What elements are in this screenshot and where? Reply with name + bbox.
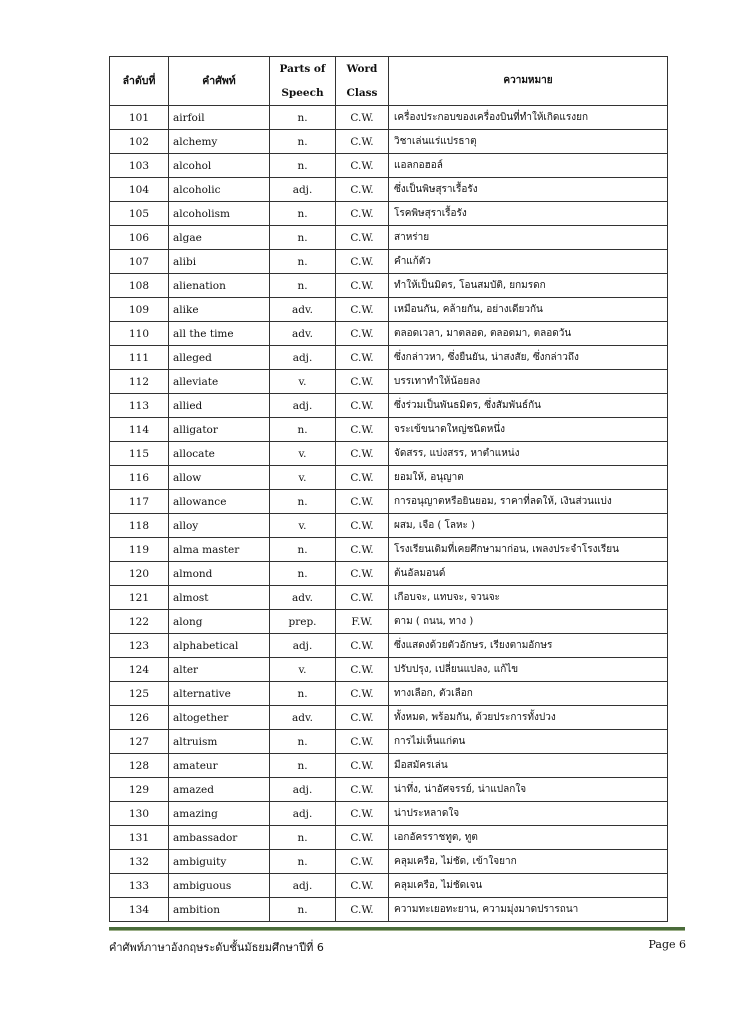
header-number: ลำดับที่ <box>110 57 169 106</box>
row-word: alcohol <box>169 154 270 178</box>
table-row <box>110 826 668 850</box>
row-word: amazing <box>169 802 270 826</box>
row-meaning: ซึ่งแสดงด้วยตัวอักษร, เรียงตามอักษร <box>389 634 668 658</box>
row-number: 110 <box>110 322 169 346</box>
table-row <box>110 538 668 562</box>
row-part-of-speech: adj. <box>270 178 336 202</box>
row-word-class: C.W. <box>336 778 389 802</box>
row-number: 104 <box>110 178 169 202</box>
row-word-class: F.W. <box>336 610 389 634</box>
row-word-class: C.W. <box>336 490 389 514</box>
row-word: alibi <box>169 250 270 274</box>
row-part-of-speech: n. <box>270 826 336 850</box>
row-number: 118 <box>110 514 169 538</box>
row-word-class: C.W. <box>336 706 389 730</box>
row-word: amateur <box>169 754 270 778</box>
row-number: 105 <box>110 202 169 226</box>
row-number: 120 <box>110 562 169 586</box>
row-meaning: คลุมเครือ, ไม่ชัด, เข้าใจยาก <box>389 850 668 874</box>
row-number: 115 <box>110 442 169 466</box>
table-row <box>110 562 668 586</box>
row-part-of-speech: adv. <box>270 322 336 346</box>
row-word: altruism <box>169 730 270 754</box>
table-row <box>110 874 668 898</box>
row-word-class: C.W. <box>336 586 389 610</box>
table-header-row <box>110 57 668 106</box>
row-word: alphabetical <box>169 634 270 658</box>
table-row <box>110 850 668 874</box>
row-number: 122 <box>110 610 169 634</box>
row-part-of-speech: n. <box>270 106 336 130</box>
row-part-of-speech: n. <box>270 418 336 442</box>
row-number: 107 <box>110 250 169 274</box>
row-word-class: C.W. <box>336 658 389 682</box>
row-part-of-speech: adj. <box>270 394 336 418</box>
row-number: 111 <box>110 346 169 370</box>
row-word: alternative <box>169 682 270 706</box>
table-row <box>110 730 668 754</box>
row-word-class: C.W. <box>336 346 389 370</box>
row-part-of-speech: n. <box>270 250 336 274</box>
row-number: 112 <box>110 370 169 394</box>
row-meaning: มือสมัครเล่น <box>389 754 668 778</box>
row-word: allowance <box>169 490 270 514</box>
table-row <box>110 610 668 634</box>
row-word: alleviate <box>169 370 270 394</box>
row-number: 134 <box>110 898 169 922</box>
row-number: 113 <box>110 394 169 418</box>
table-row <box>110 130 668 154</box>
row-word-class: C.W. <box>336 370 389 394</box>
row-number: 133 <box>110 874 169 898</box>
row-meaning: น่าทึ่ง, น่าอัศจรรย์, น่าแปลกใจ <box>389 778 668 802</box>
row-number: 128 <box>110 754 169 778</box>
row-word: ambassador <box>169 826 270 850</box>
row-number: 108 <box>110 274 169 298</box>
row-meaning: เหมือนกัน, คล้ายกัน, อย่างเดียวกัน <box>389 298 668 322</box>
row-number: 127 <box>110 730 169 754</box>
row-part-of-speech: n. <box>270 538 336 562</box>
row-part-of-speech: v. <box>270 658 336 682</box>
row-number: 114 <box>110 418 169 442</box>
row-number: 101 <box>110 106 169 130</box>
row-number: 116 <box>110 466 169 490</box>
row-meaning: ซึ่งร่วมเป็นพันธมิตร, ซึ่งสัมพันธ์กัน <box>389 394 668 418</box>
row-number: 103 <box>110 154 169 178</box>
row-meaning: ซึ่งเป็นพิษสุราเรื้อรัง <box>389 178 668 202</box>
table-row <box>110 514 668 538</box>
row-meaning: โรงเรียนเดิมที่เคยศึกษามาก่อน, เพลงประจำโรงเรียน <box>389 538 668 562</box>
row-word-class: C.W. <box>336 322 389 346</box>
row-meaning: บรรเทาทำให้น้อยลง <box>389 370 668 394</box>
row-word-class: C.W. <box>336 898 389 922</box>
row-word: alma master <box>169 538 270 562</box>
row-part-of-speech: n. <box>270 490 336 514</box>
table-row <box>110 586 668 610</box>
row-part-of-speech: n. <box>270 850 336 874</box>
row-meaning: โรคพิษสุราเรื้อรัง <box>389 202 668 226</box>
row-word-class: C.W. <box>336 730 389 754</box>
row-number: 125 <box>110 682 169 706</box>
table-row <box>110 178 668 202</box>
header-word: คำศัพท์ <box>169 57 270 106</box>
vocabulary-table <box>109 56 668 922</box>
table-row <box>110 394 668 418</box>
row-part-of-speech: n. <box>270 754 336 778</box>
table-row <box>110 490 668 514</box>
table-row <box>110 658 668 682</box>
row-word: almost <box>169 586 270 610</box>
page-number: Page 6 <box>648 938 686 951</box>
table-row <box>110 802 668 826</box>
row-part-of-speech: v. <box>270 370 336 394</box>
table-row <box>110 682 668 706</box>
row-meaning: เครื่องประกอบของเครื่องบินที่ทำให้เกิดแรงยก <box>389 106 668 130</box>
footer-title: คำศัพท์ภาษาอังกฤษระดับชั้นมัธยมศึกษาปีที่ 6 <box>109 941 324 954</box>
row-number: 126 <box>110 706 169 730</box>
row-word: allocate <box>169 442 270 466</box>
row-meaning: ตลอดเวลา, มาตลอด, ตลอดมา, ตลอดวัน <box>389 322 668 346</box>
row-number: 106 <box>110 226 169 250</box>
row-meaning: เกือบจะ, แทบจะ, จวนจะ <box>389 586 668 610</box>
row-part-of-speech: adj. <box>270 802 336 826</box>
row-word: ambiguous <box>169 874 270 898</box>
row-word-class: C.W. <box>336 154 389 178</box>
table-row <box>110 298 668 322</box>
row-word-class: C.W. <box>336 562 389 586</box>
row-number: 130 <box>110 802 169 826</box>
row-part-of-speech: n. <box>270 130 336 154</box>
row-part-of-speech: adj. <box>270 874 336 898</box>
row-part-of-speech: n. <box>270 274 336 298</box>
row-word: ambition <box>169 898 270 922</box>
row-word-class: C.W. <box>336 130 389 154</box>
row-part-of-speech: v. <box>270 442 336 466</box>
header-meaning: ความหมาย <box>389 57 668 106</box>
row-number: 132 <box>110 850 169 874</box>
table-row <box>110 226 668 250</box>
row-meaning: ตาม ( ถนน, ทาง ) <box>389 610 668 634</box>
row-number: 109 <box>110 298 169 322</box>
row-word-class: C.W. <box>336 178 389 202</box>
row-word: alcoholism <box>169 202 270 226</box>
row-part-of-speech: adv. <box>270 706 336 730</box>
table-row <box>110 442 668 466</box>
row-number: 119 <box>110 538 169 562</box>
row-word: altogether <box>169 706 270 730</box>
row-word-class: C.W. <box>336 250 389 274</box>
row-meaning: ทั้งหมด, พร้อมกัน, ด้วยประการทั้งปวง <box>389 706 668 730</box>
row-meaning: แอลกอฮอล์ <box>389 154 668 178</box>
row-word: amazed <box>169 778 270 802</box>
row-word: algae <box>169 226 270 250</box>
table-row <box>110 322 668 346</box>
row-part-of-speech: n. <box>270 562 336 586</box>
row-meaning: ซึ่งกล่าวหา, ซึ่งยืนยัน, น่าสงสัย, ซึ่งกล่าวถึง <box>389 346 668 370</box>
row-word: alloy <box>169 514 270 538</box>
row-meaning: ทำให้เป็นมิตร, โอนสมบัติ, ยกมรดก <box>389 274 668 298</box>
row-word: along <box>169 610 270 634</box>
table-row <box>110 202 668 226</box>
row-meaning: ต้นอัลมอนด์ <box>389 562 668 586</box>
row-number: 129 <box>110 778 169 802</box>
table-row <box>110 106 668 130</box>
row-meaning: คำแก้ตัว <box>389 250 668 274</box>
row-word: ambiguity <box>169 850 270 874</box>
table-row <box>110 346 668 370</box>
row-meaning: ทางเลือก, ตัวเลือก <box>389 682 668 706</box>
row-meaning: การไม่เห็นแก่ตน <box>389 730 668 754</box>
row-word-class: C.W. <box>336 202 389 226</box>
row-meaning: สาหร่าย <box>389 226 668 250</box>
row-word-class: C.W. <box>336 442 389 466</box>
row-meaning: น่าประหลาดใจ <box>389 802 668 826</box>
row-word: alchemy <box>169 130 270 154</box>
row-word: alcoholic <box>169 178 270 202</box>
row-meaning: การอนุญาตหรือยินยอม, ราคาที่ลดให้, เงินส่วนแบ่ง <box>389 490 668 514</box>
table-row <box>110 778 668 802</box>
table-row <box>110 898 668 922</box>
row-word-class: C.W. <box>336 634 389 658</box>
row-word: almond <box>169 562 270 586</box>
row-word-class: C.W. <box>336 274 389 298</box>
row-word-class: C.W. <box>336 826 389 850</box>
row-word-class: C.W. <box>336 298 389 322</box>
row-part-of-speech: adj. <box>270 778 336 802</box>
row-word: alter <box>169 658 270 682</box>
table-row <box>110 418 668 442</box>
header-word-class: Word Class <box>336 57 389 106</box>
footer-divider <box>109 927 685 931</box>
row-word-class: C.W. <box>336 466 389 490</box>
table-row <box>110 634 668 658</box>
row-number: 124 <box>110 658 169 682</box>
row-part-of-speech: adv. <box>270 586 336 610</box>
row-part-of-speech: adj. <box>270 634 336 658</box>
row-word-class: C.W. <box>336 874 389 898</box>
row-word-class: C.W. <box>336 754 389 778</box>
row-word-class: C.W. <box>336 106 389 130</box>
row-part-of-speech: n. <box>270 226 336 250</box>
row-part-of-speech: adj. <box>270 346 336 370</box>
row-word-class: C.W. <box>336 538 389 562</box>
row-word-class: C.W. <box>336 394 389 418</box>
row-part-of-speech: v. <box>270 514 336 538</box>
row-word: all the time <box>169 322 270 346</box>
row-part-of-speech: prep. <box>270 610 336 634</box>
row-part-of-speech: n. <box>270 898 336 922</box>
row-word: allow <box>169 466 270 490</box>
row-meaning: ปรับปรุง, เปลี่ยนแปลง, แก้ไข <box>389 658 668 682</box>
table-row <box>110 466 668 490</box>
row-meaning: ผสม, เจือ ( โลหะ ) <box>389 514 668 538</box>
row-meaning: คลุมเครือ, ไม่ชัดเจน <box>389 874 668 898</box>
row-word: alienation <box>169 274 270 298</box>
table-row <box>110 274 668 298</box>
table-row <box>110 250 668 274</box>
row-number: 131 <box>110 826 169 850</box>
table-row <box>110 754 668 778</box>
row-word: alleged <box>169 346 270 370</box>
row-word: alike <box>169 298 270 322</box>
row-meaning: ความทะเยอทะยาน, ความมุ่งมาดปรารถนา <box>389 898 668 922</box>
row-word-class: C.W. <box>336 418 389 442</box>
row-part-of-speech: adv. <box>270 298 336 322</box>
row-part-of-speech: n. <box>270 202 336 226</box>
row-word: alligator <box>169 418 270 442</box>
row-word-class: C.W. <box>336 682 389 706</box>
table-row <box>110 706 668 730</box>
row-meaning: ยอมให้, อนุญาต <box>389 466 668 490</box>
row-number: 123 <box>110 634 169 658</box>
header-parts-of-speech: Parts of Speech <box>270 57 336 106</box>
row-number: 121 <box>110 586 169 610</box>
row-number: 102 <box>110 130 169 154</box>
row-meaning: จัดสรร, แบ่งสรร, หาตำแหน่ง <box>389 442 668 466</box>
row-word-class: C.W. <box>336 226 389 250</box>
row-meaning: จระเข้ขนาดใหญ่ชนิดหนึ่ง <box>389 418 668 442</box>
row-part-of-speech: v. <box>270 466 336 490</box>
table-row <box>110 154 668 178</box>
row-word-class: C.W. <box>336 850 389 874</box>
row-word-class: C.W. <box>336 802 389 826</box>
row-part-of-speech: n. <box>270 682 336 706</box>
row-word: airfoil <box>169 106 270 130</box>
row-word-class: C.W. <box>336 514 389 538</box>
row-part-of-speech: n. <box>270 154 336 178</box>
table-row <box>110 370 668 394</box>
row-meaning: เอกอัครราชทูต, ทูต <box>389 826 668 850</box>
row-meaning: วิชาเล่นแร่แปรธาตุ <box>389 130 668 154</box>
row-part-of-speech: n. <box>270 730 336 754</box>
row-number: 117 <box>110 490 169 514</box>
row-word: allied <box>169 394 270 418</box>
table-body <box>110 106 668 922</box>
